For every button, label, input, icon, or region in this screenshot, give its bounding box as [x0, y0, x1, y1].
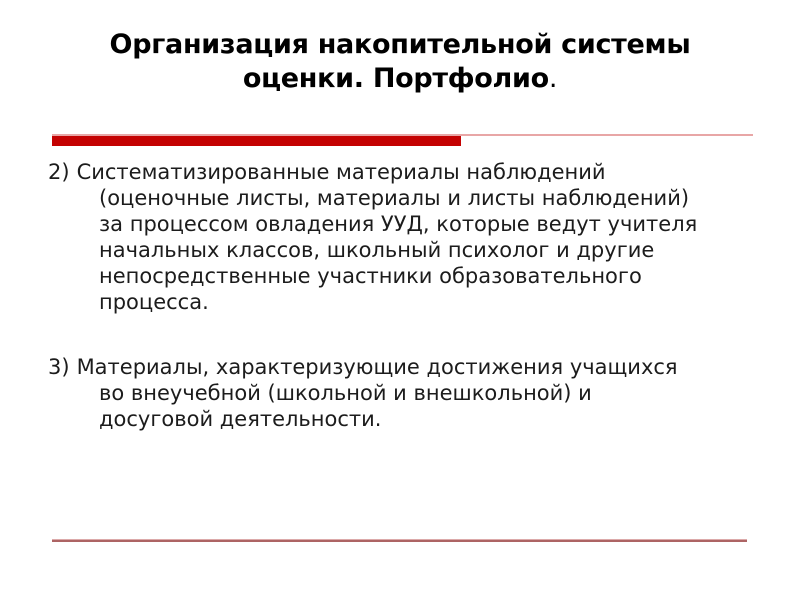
title-line-2: оценки. Портфолио: [242, 63, 549, 94]
paragraph-line: за процессом овладения УУД, которые ведут учителя: [99, 212, 698, 236]
slide-body: [48, 159, 760, 432]
paragraph-line: начальных классов, школьный психолог и другие: [99, 238, 655, 262]
title-divider: [52, 134, 753, 146]
title-line-1: Организация накопительной системы: [109, 29, 691, 60]
paragraph-line-text: Материалы, характеризующие достижения учащихся: [76, 355, 678, 379]
list-marker: 2): [48, 160, 70, 184]
paragraph-item-3: [48, 354, 760, 432]
bottom-rule: [52, 539, 747, 542]
paragraph-line: процесса.: [99, 290, 209, 314]
slide-title: [40, 28, 760, 96]
paragraph-line: [48, 159, 760, 185]
paragraph-line: (оценочные листы, материалы и листы наблюдений): [99, 186, 690, 210]
paragraph-line: досуговой деятельности.: [99, 407, 382, 431]
divider-accent-bar: [52, 136, 461, 146]
paragraph-item-2: [48, 159, 760, 315]
list-marker: 3): [48, 355, 70, 379]
paragraph-line-text: Систематизированные материалы наблюдений: [76, 160, 606, 184]
paragraph-line: во внеучебной (школьной и внешкольной) и: [99, 381, 592, 405]
title-trailing-period: .: [548, 63, 558, 94]
paragraph-line: [48, 354, 760, 380]
paragraph-line: непосредственные участники образовательного: [99, 264, 642, 288]
